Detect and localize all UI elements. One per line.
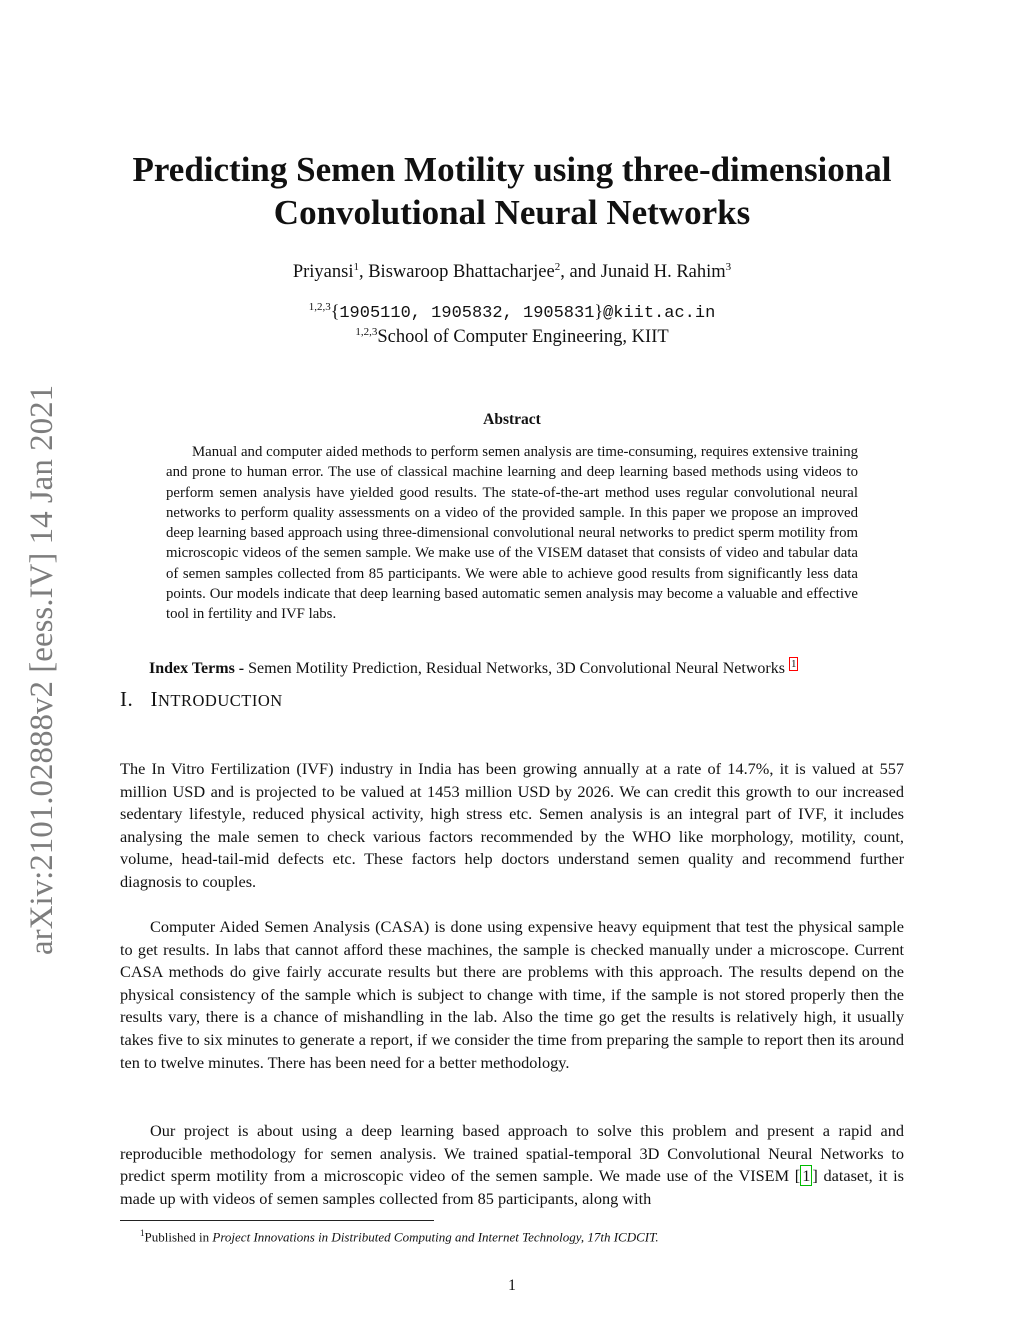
footnote-mark: 1 — [140, 1228, 145, 1238]
paper-title — [100, 148, 924, 234]
section-heading-introduction — [120, 686, 283, 714]
email-brace-close: } — [594, 301, 604, 321]
email-brace-open: { — [330, 301, 340, 321]
intro-paragraph-2: Computer Aided Semen Analysis (CASA) is done using expensive heavy equipment that test the physical sample to get results. In labs that cannot afford these machines, the sample is checked manually under a microscope. Current CASA methods do give fairly accurate results but there are problems with this approach. The results depend on the physical consistency of the sample which is subject to change with time, if the sample is not stored properly then the results vary, there is a chance of mishandling in the lab. Also the time go get the results is relatively high, it usually takes five to six minutes to generate a report, if we consider the time from preparing the sample to report then its around ten to twelve minutes. There has been need for a better methodology. — [120, 917, 904, 1072]
email-domain: @kiit.ac.in — [603, 304, 716, 323]
footnote-divider — [120, 1220, 434, 1221]
abstract-heading: Abstract — [483, 411, 541, 428]
intro-paragraph-3: Our project is about using a deep learning based approach to solve this problem and present a rapid and reproducible methodology for semen analysis. We trained spatial-temporal 3D Convolutional Neural Networks to predict sperm motility from a microscopic video of the semen sample. We made use of the VISEM [ 1 ] dataset, it is made up with videos of semen samples collected from 85 participants, along with — [120, 1121, 905, 1208]
author-affiliation-mark: 3 — [725, 261, 732, 273]
index-terms-text: Semen Motility Prediction, Residual Networks, 3D Convolutional Neural Networks — [248, 660, 785, 677]
affiliation-text: School of Computer Engineering, KIIT — [377, 327, 669, 348]
section-number: I. — [120, 687, 134, 711]
page-number: 1 — [508, 1277, 516, 1294]
footnote-venue: Project Innovations in Distributed Computing and Internet Technology, 17th ICDCIT. — [212, 1229, 659, 1245]
title-line-2: Convolutional Neural Networks — [273, 193, 751, 232]
abstract-text: Manual and computer aided methods to perform semen analysis are time-consuming, requires extensive training and prone to human error. The use of classical machine learning and deep learning based methods using videos to perform semen analysis have yielded good results. The state-of-the-art method uses regular convolutional neural networks to perform quality assessments on a video of the provided sample. In this paper we propose an improved deep learning based approach using three-dimensional convolutional neural networks to predict sperm motility from microscopic videos of the semen sample. We make use of the VISEM dataset that consists of video and tabular data of semen samples collected from 85 participants. We were able to achieve good results from significantly less data points. Our models indicate that deep learning based automatic semen analysis may become a valuable and effective tool in fertility and IVF labs. — [166, 444, 858, 623]
author-separator: , — [358, 262, 369, 283]
section-title-initial: I — [150, 687, 158, 711]
paragraph-3-text-before-citation: Our project is about using a deep learning based approach to solve this problem and present a rapid and reproducible methodology for semen analysis. We trained spatial-temporal 3D Convolutional Neural Networks to predict sperm motility from a microscopic video of the semen sample. We made use of the VISEM — [120, 1121, 904, 1186]
affiliation-marks: 1,2,3 — [355, 326, 378, 338]
footnote-reference-link[interactable]: 1 — [790, 657, 797, 670]
footnote-prefix: Published in — [144, 1229, 213, 1245]
arxiv-identifier-stamp: arXiv:2101.02888v2 [eess.IV] 14 Jan 2021 — [24, 384, 60, 955]
index-terms — [149, 658, 909, 680]
paragraph-3-text-after-citation: dataset, it is made up with videos of semen samples collected from 85 participants, along with — [120, 1166, 905, 1208]
author-list — [100, 254, 924, 285]
citation-link[interactable]: 1 — [802, 1166, 811, 1186]
intro-paragraph-1: The In Vitro Fertilization (IVF) industry in India has been growing annually at a rate of 14.7%, it is valued at 557 million USD and is projected to be valued at 1453 million USD by 2026. We can credit this growth to our increased sedentary lifestyle, reduced physical activity, high stress etc. Semen analysis is an integral part of IVF, it includes analysing the male semen to check various factors recommended by the WHO like morphology, motility, count, volume, head-tail-mid defects etc. These factors help doctors understand semen quality and recommend further diagnosis to couples. — [120, 759, 904, 891]
author-name: Junaid H. Rahim — [600, 262, 726, 283]
footnote — [140, 1224, 900, 1246]
email-affiliation-marks: 1,2,3 — [308, 301, 331, 313]
author-separator: , and — [560, 262, 601, 283]
author-affiliation-mark: 1 — [353, 261, 359, 273]
affiliation — [100, 319, 924, 350]
title-line-1: Predicting Semen Motility using three-dimensional — [132, 150, 892, 189]
section-title-rest: NTRODUCTION — [158, 691, 283, 710]
author-name: Biswaroop Bhattacharjee — [368, 262, 555, 283]
email-ids: 1905110, 1905832, 1905831 — [339, 304, 595, 323]
index-terms-label: Index Terms - — [149, 660, 249, 677]
author-affiliation-mark: 2 — [554, 261, 561, 273]
author-name: Priyansi — [292, 262, 354, 283]
